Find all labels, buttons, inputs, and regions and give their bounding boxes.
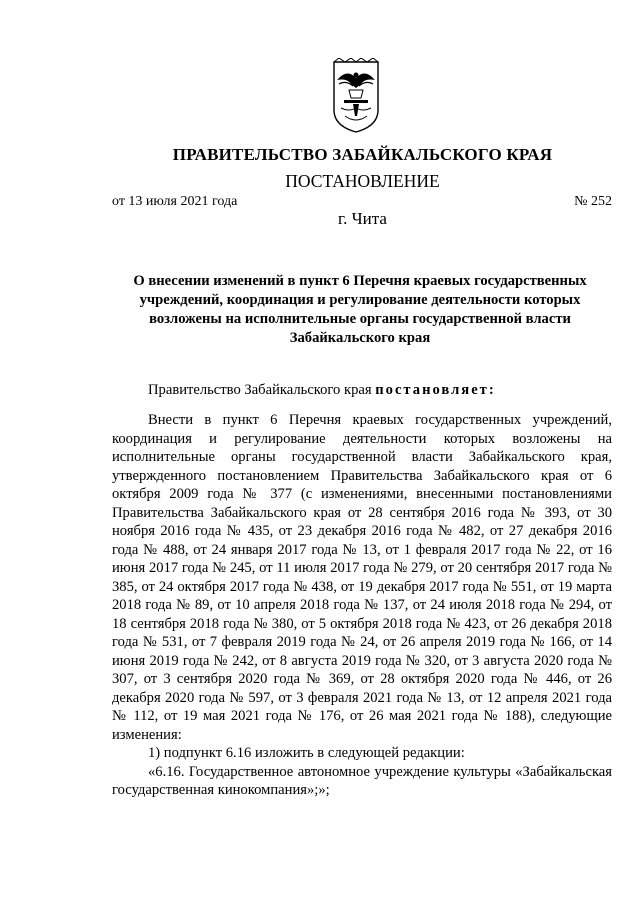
resolution-lead: Правительство Забайкальского края (148, 382, 372, 398)
resolution-verb: постановляет: (375, 382, 496, 398)
resolution-clause (148, 382, 496, 399)
document-date: от 13 июля 2021 года (112, 194, 238, 209)
document-type: ПОСТАНОВЛЕНИЕ (285, 171, 440, 191)
document-number: № 252 (574, 194, 612, 209)
body-paragraph: Внести в пункт 6 Перечня краевых государственных учреждений, координация и регулирование деятельности которых возложены на исполнительные органы государственной власти Забайкальского края, утвержденного постановлением Правительства Забайкальского края от 6 октября 2009 года № 377 (с изменениями, внесенными постановлениями Правительства Забайкальского края от 28 сентября 2016 года № 393, от 30 ноября 2016 года № 435, от 23 декабря 2016 года № 482, от 27 декабря 2016 года № 488, от 24 января 2017 года № 13, от 1 февраля 2017 года № 22, от 16 июня 2017 года № 245, от 11 июля 2017 года № 279, от 20 сентября 2017 года № 385, от 24 октября 2017 года № 438, от 19 декабря 2017 года № 551, от 19 марта 2018 года № 89, от 10 апреля 2018 года № 137, от 24 июля 2018 года № 294, от 18 сентября 2018 года № 380, от 5 октября 2018 года № 423, от 26 декабря 2018 года № 531, от 7 февраля 2019 года № 24, от 26 апреля 2019 года № 166, от 14 июня 2019 года № 242, от 8 августа 2019 года № 320, от 3 августа 2020 года № 307, от 3 сентября 2020 года № 369, от 28 октября 2020 года № 446, от 26 декабря 2020 года № 597, от 3 февраля 2021 года № 13, от 12 апреля 2021 года № 112, от 19 мая 2021 года № 176, от 26 мая 2021 года № 188), следующие изменения: (112, 412, 612, 743)
document-subject: О внесении изменений в пункт 6 Перечня краевых государственных учреждений, координация и регулирование деятельности которых возложены на исполнительные органы государственной власти Забайкальского края (133, 273, 587, 346)
body-paragraph: 1) подпункт 6.16 изложить в следующей редакции: (148, 745, 465, 761)
document-body (112, 411, 612, 800)
body-paragraph: «6.16. Государственное автономное учреждение культуры «Забайкальская государственная кинокомпания»;»; (112, 763, 612, 798)
coat-of-arms-icon (331, 58, 381, 134)
document-city: г. Чита (338, 209, 387, 228)
organization-title: ПРАВИТЕЛЬСТВО ЗАБАЙКАЛЬСКОГО КРАЯ (172, 145, 553, 164)
